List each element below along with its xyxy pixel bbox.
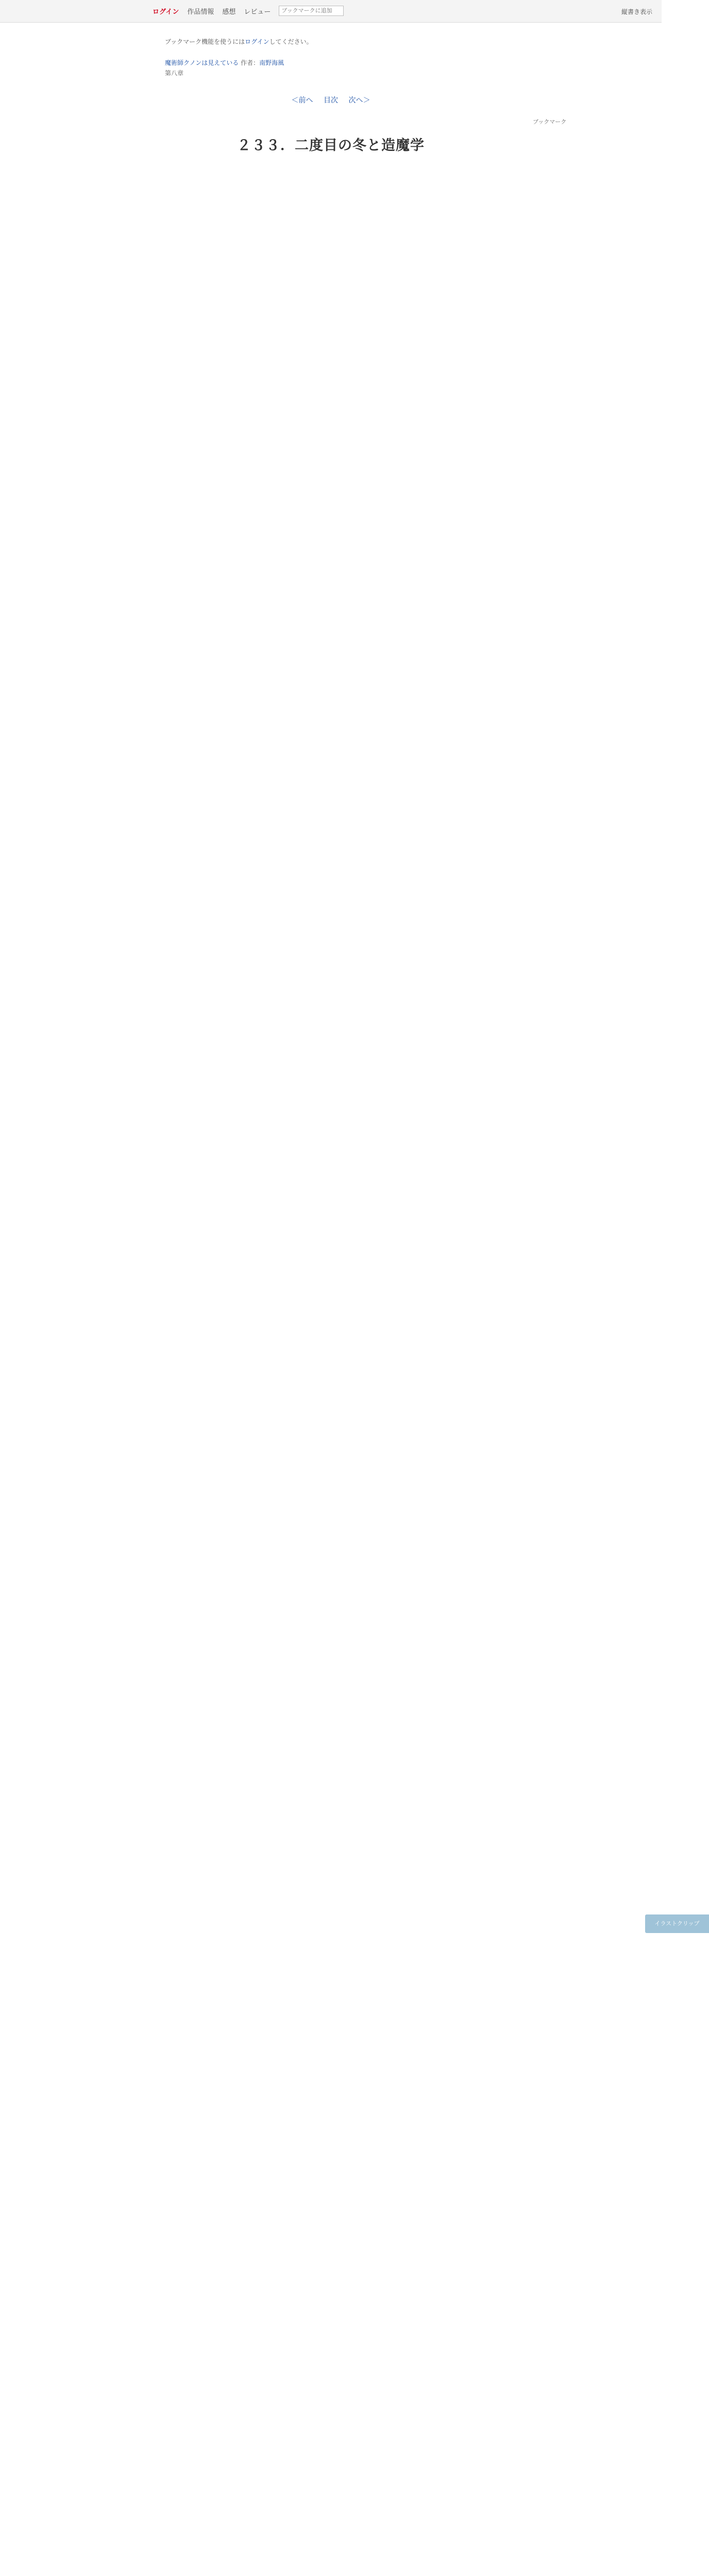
author-link[interactable]: 南野海風 — [259, 59, 284, 66]
series-link[interactable]: 魔術師クノンは見えている — [165, 59, 239, 66]
notice-login-link[interactable]: ログイン — [245, 38, 269, 45]
episode-pager — [0, 95, 662, 105]
chapter-title: ２３３．二度目の冬と造魔学 — [237, 138, 425, 154]
work-meta — [165, 58, 284, 78]
nav-impressions[interactable]: 感想 — [222, 8, 236, 16]
next-link[interactable]: 次へ＞ — [348, 96, 370, 105]
notice-prefix: ブックマーク機能を使うには — [165, 38, 245, 45]
notice-suffix: してください。 — [269, 38, 313, 45]
vertical-view-button[interactable]: 縦書き表示 — [621, 8, 653, 15]
author-label: 作者： — [241, 59, 260, 66]
site-header — [0, 0, 662, 23]
prev-link[interactable]: ＜前へ — [291, 96, 313, 105]
toc-link[interactable]: 目次 — [324, 96, 338, 105]
bookmark-button[interactable]: ブックマーク — [533, 118, 567, 125]
header-nav — [153, 6, 344, 16]
bookmark-input[interactable] — [279, 6, 344, 16]
login-link[interactable]: ログイン — [153, 8, 179, 16]
illust-clip-tab[interactable]: イラストクリップ — [645, 1914, 709, 1933]
nav-work-info[interactable]: 作品情報 — [187, 8, 214, 16]
nav-reviews[interactable]: レビュー — [244, 8, 271, 16]
section-label: 第八章 — [165, 70, 184, 77]
login-notice — [165, 37, 313, 46]
